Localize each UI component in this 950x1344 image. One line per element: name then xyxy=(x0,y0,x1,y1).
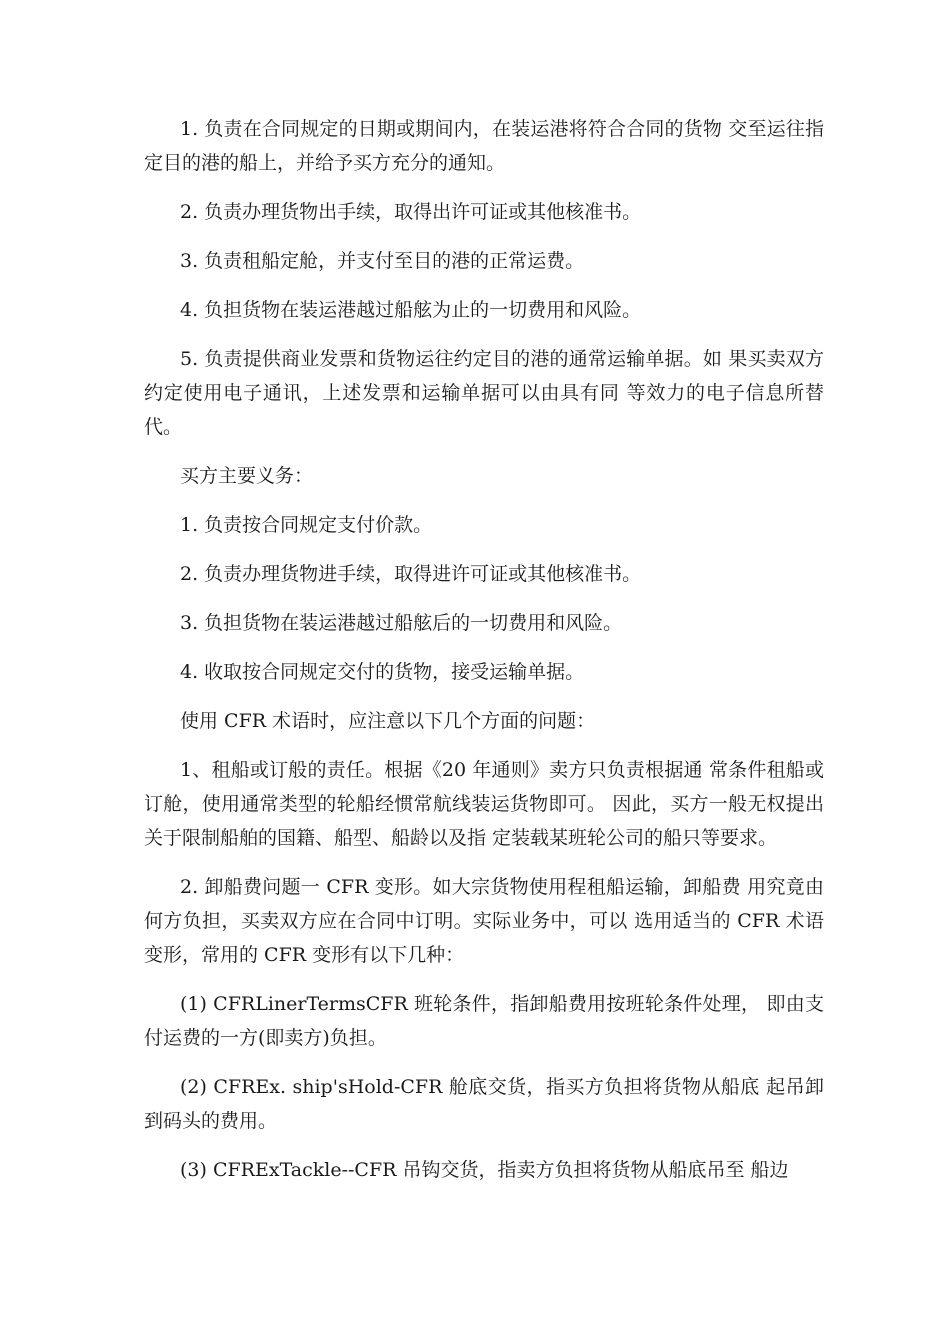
paragraph-cfr-notes-heading: 使用 CFR 术语时，应注意以下几个方面的问题： xyxy=(180,710,596,732)
paragraph-buyer-duty-2: 2. 负责办理货物进手续，取得进许可证或其他核准书。 xyxy=(180,563,642,585)
paragraph-buyer-heading: 买方主要义务： xyxy=(180,465,314,487)
paragraph-cfr-variant-2: (2) CFREx. ship'sHold-CFR 舱底交货，指买方负担将货物从船底 起吊卸到码头的费用。 xyxy=(144,1076,824,1132)
paragraph-cfr-note-1: 1、租船或订般的责任。根据《20 年通则》卖方只负责根据通 常条件租船或订舱，使用通常类型的轮船经惯常航线装运货物即可。 因此，买方一般无权提出关于限制船舶的国籍、船型、船龄以及指 定装载某班轮公司的船只等要求。 xyxy=(144,759,824,849)
document-body xyxy=(144,112,824,1202)
paragraph-buyer-duty-1: 1. 负责按合同规定支付价款。 xyxy=(180,514,433,536)
paragraph-seller-duty-1: 1. 负责在合同规定的日期或期间内，在装运港将符合合同的货物 交至运往指定目的港的船上，并给予买方充分的通知。 xyxy=(144,118,824,174)
paragraph-cfr-variant-3: (3) CFRExTackle--CFR 吊钩交货，指卖方负担将货物从船底吊至 船边 xyxy=(180,1159,789,1181)
paragraph-cfr-variant-1: (1) CFRLinerTermsCFR 班轮条件，指卸船费用按班轮条件处理， 即由支付运费的一方(即卖方)负担。 xyxy=(144,993,824,1049)
paragraph-seller-duty-3: 3. 负责租船定舱，并支付至目的港的正常运费。 xyxy=(180,250,585,272)
paragraph-seller-duty-2: 2. 负责办理货物出手续，取得出许可证或其他核准书。 xyxy=(180,201,642,223)
paragraph-buyer-duty-4: 4. 收取按合同规定交付的货物，接受运输单据。 xyxy=(180,661,585,683)
paragraph-seller-duty-4: 4. 负担货物在装运港越过船舷为止的一切费用和风险。 xyxy=(180,299,642,321)
paragraph-cfr-note-2: 2. 卸船费问题一 CFR 变形。如大宗货物使用程租船运输，卸船费 用究竟由何方负担，买卖双方应在合同中订明。实际业务中，可以 选用适当的 CFR 术语变形，常用的 CFR 变形有以下几种： xyxy=(144,876,824,966)
paragraph-buyer-duty-3: 3. 负担货物在装运港越过船舷后的一切费用和风险。 xyxy=(180,612,623,634)
paragraph-seller-duty-5: 5. 负责提供商业发票和货物运往约定目的港的通常运输单据。如 果买卖双方约定使用电子通讯，上述发票和运输单据可以由具有同 等效力的电子信息所替代。 xyxy=(144,348,824,438)
